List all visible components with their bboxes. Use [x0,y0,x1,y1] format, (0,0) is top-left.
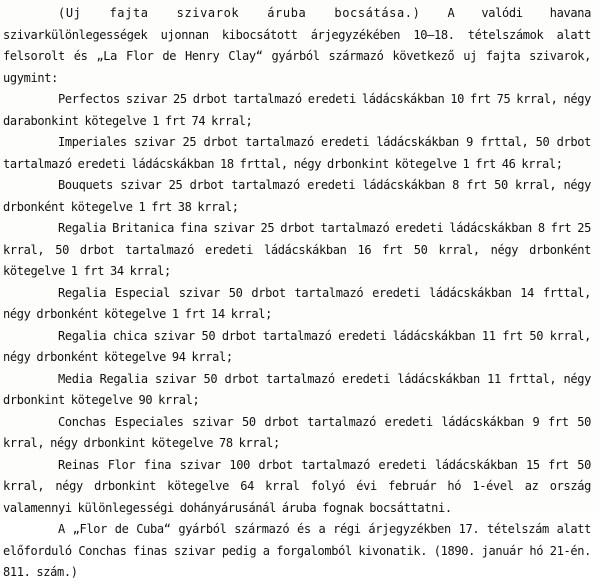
section-heading: (Uj fajta szivarok áruba bocsátása.) [58,6,421,20]
item-bouquets: Bouquets szivar 25 drbot tartalmazó eredeti ládácskákban 8 frt 50 krral, négy drbonként kötegelve 1 frt 38 krral; [3,178,591,214]
intro-paragraph [3,3,591,89]
item-perfectos: Perfectos szivar 25 drbot tartalmazó eredeti ládácskákban 10 frt 75 krral, négy darabonkint kötegelve 1 frt 74 krral; [3,92,591,128]
item-regalia-especial: Regalia Especial szivar 50 drbot tartalmazó eredeti ládácskákban 14 frttal, négy drbonként kötegelve 1 frt 14 krral; [3,285,591,321]
document-text [3,3,591,584]
item-conchas-especiales: Conchas Especiales szivar 50 drbot tartalmazó eredeti ládácskákban 9 frt 50 krral, négy drbonkint kötegelve 78 krral; [3,414,591,450]
item-regalia-chica: Regalia chica szivar 50 drbot tartalmazó eredeti ládácskákban 11 frt 50 krral, négy drbonként kötegelve 94 krral; [3,328,591,364]
closing-note: A „Flor de Cuba“ gyárból származó és a régi árjegyzékben 17. tételszám alatt előforduló Conchas finas szivar pedig a forgalomból kivonatik. (1890. január hó 21-én. 811. szám.) [3,522,591,579]
item-regalia-britanica: Regalia Britanica fina szivar 25 drbot tartalmazó eredeti ládácskákban 8 frt 25 krral, 50 drbot tartalmazó eredeti ládácskákban 16 frt 50 krral, négy drbonként kötegelve 1 frt 34 krral; [3,221,591,278]
item-media-regalia: Media Regalia szivar 50 drbot tartalmazó eredeti ládácskákban 11 frttal, négy drbonkint kötegelve 90 krral; [3,371,591,407]
intro-text: A valódi havana szivarkülönlegességek ujonnan kibocsátott árjegyzékében 10—18. tételszámok alatt felsorolt és „La Flor de Henry Clay“ gyárból származó következő uj fajta szivarok, ugymint: [3,6,591,85]
item-imperiales: Imperiales szivar 25 drbot tartalmazó eredeti ládácskákban 9 frttal, 50 drbot tartalmazó eredeti ládácskákban 18 frttal, négy drbonkint kötegelve 1 frt 46 krral; [3,135,591,171]
item-reinas-flor: Reinas Flor fina szivar 100 drbot tartalmazó eredeti ládácskákban 15 frt 50 krral, négy drbonkint kötegelve 64 krral folyó évi február hó 1-ével az ország valamennyi különlegességi dohányárusánál áruba fognak bocsáttatni. [3,457,591,515]
